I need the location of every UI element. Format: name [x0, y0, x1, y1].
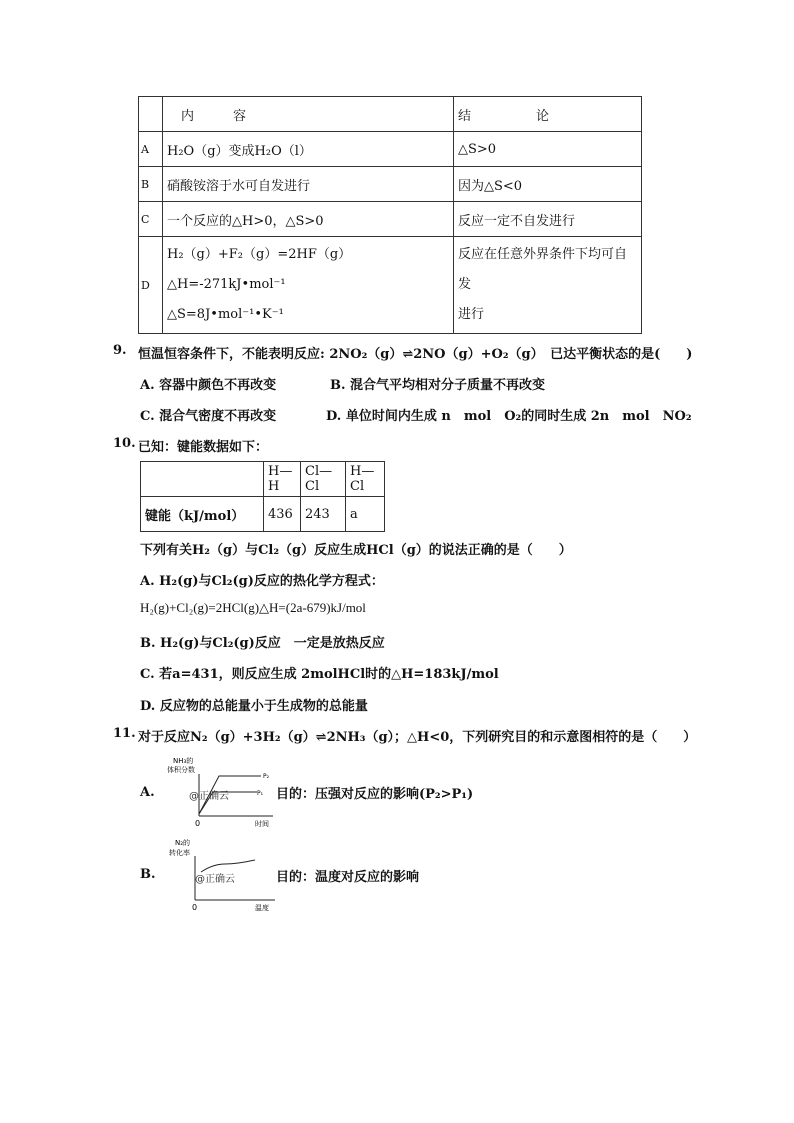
content-line: △H=-271kJ•mol⁻¹ — [167, 277, 286, 292]
row-conclusion: 因为△S<0 — [454, 167, 642, 202]
header-content: 内 容 — [163, 97, 454, 132]
graph-a-p1-label: P₁ — [257, 790, 264, 797]
q11-option-b-purpose: 目的：温度对反应的影响 — [276, 870, 420, 885]
pressure-graph — [165, 756, 275, 828]
q9-option-c: C. 混合气密度不再改变 — [140, 409, 277, 424]
bond-value: 436 — [264, 497, 301, 532]
graph-b-watermark: @正确云 — [195, 874, 235, 885]
row-content: H₂O（g）变成H₂O（l） — [163, 132, 454, 167]
temperature-graph — [165, 838, 277, 912]
content-line: H₂（g）+F₂（g）=2HF（g） — [167, 247, 352, 262]
graph-b-ylabel2: 转化率 — [169, 849, 190, 857]
q10-number: 10. — [113, 436, 136, 451]
q9-option-d: D. 单位时间内生成 n mol O₂的同时生成 2n mol NO₂ — [326, 409, 692, 424]
graph-a-ylabel2: 体积分数 — [167, 766, 195, 774]
q9-option-b: B. 混合气平均相对分子质量不再改变 — [330, 378, 546, 393]
pressure-graph-svg — [165, 756, 275, 828]
graph-b-origin: 0 — [192, 903, 198, 912]
row-conclusion: △S>0 — [454, 132, 642, 167]
q10-option-c: C. 若a=431，则反应生成 2molHCl时的△H=183kJ/mol — [140, 667, 499, 682]
bond-header: H—Cl — [346, 462, 385, 497]
graph-b-ylabel1: N₂的 — [175, 839, 191, 847]
q10-option-b: B. H₂(g)与Cl₂(g)反应 一定是放热反应 — [140, 636, 385, 651]
q11-option-a-purpose: 目的：压强对反应的影响(P₂>P₁) — [276, 787, 474, 802]
graph-a-watermark: @正确云 — [189, 791, 229, 802]
thermo-table — [138, 96, 642, 334]
row-conclusion-multi — [454, 237, 642, 334]
header-conclusion: 结 论 — [454, 97, 642, 132]
bond-header: Cl—Cl — [301, 462, 346, 497]
content-line: △S=8J•mol⁻¹•K⁻¹ — [167, 307, 284, 322]
bond-header: H—H — [264, 462, 301, 497]
bond-value: 243 — [301, 497, 346, 532]
graph-b-curve — [201, 860, 255, 872]
q10-option-a: A. H₂(g)与Cl₂(g)反应的热化学方程式： — [140, 574, 384, 589]
bond-row-label: 键能（kJ/mol） — [141, 497, 264, 532]
q9-stem: 恒温恒容条件下，不能表明反应: 2NO₂（g）⇌2NO（g）+O₂（g） 已达平衡状态的是( ) — [138, 347, 693, 362]
q11-option-a-letter: A. — [140, 785, 155, 800]
q10-equation: H₂(g)+Cl₂(g)=2HCl(g)△H=(2a-679)kJ/mol — [140, 600, 366, 615]
table-corner-cell — [139, 97, 163, 132]
row-letter: D — [139, 237, 163, 334]
q9-number: 9. — [113, 343, 127, 358]
q10-question: 下列有关H₂（g）与Cl₂（g）反应生成HCl（g）的说法正确的是（ ） — [140, 543, 572, 558]
graph-a-ylabel1: NH₃的 — [173, 757, 194, 765]
q11-number: 11. — [113, 726, 136, 741]
conclusion-line: 进行 — [458, 307, 485, 322]
bond-table-corner — [141, 462, 264, 497]
q9-option-a: A. 容器中颜色不再改变 — [140, 378, 277, 393]
row-letter: A — [139, 132, 163, 167]
graph-a-origin: 0 — [195, 819, 201, 828]
row-content: 一个反应的△H>0，△S>0 — [163, 202, 454, 237]
graph-a-xlabel: 时间 — [255, 820, 269, 828]
row-letter: C — [139, 202, 163, 237]
graph-b-xlabel: 温度 — [255, 904, 269, 912]
row-content: 硝酸铵溶于水可自发进行 — [163, 167, 454, 202]
q11-stem: 对于反应N₂（g）+3H₂（g）⇌2NH₃（g）；△H<0，下列研究目的和示意图相符的是（ ） — [138, 730, 697, 745]
q11-option-b-letter: B. — [140, 867, 156, 882]
graph-a-p2-label: P₂ — [263, 773, 270, 780]
bond-energy-table — [140, 461, 385, 532]
q10-option-d: D. 反应物的总能量小于生成物的总能量 — [140, 699, 368, 714]
row-conclusion: 反应一定不自发进行 — [454, 202, 642, 237]
row-content-multi — [163, 237, 454, 334]
temperature-graph-svg — [165, 838, 277, 912]
row-letter: B — [139, 167, 163, 202]
bond-value: a — [346, 497, 385, 532]
conclusion-line: 反应在任意外界条件下均可自发 — [458, 247, 628, 292]
q10-stem: 已知：键能数据如下： — [138, 440, 269, 455]
